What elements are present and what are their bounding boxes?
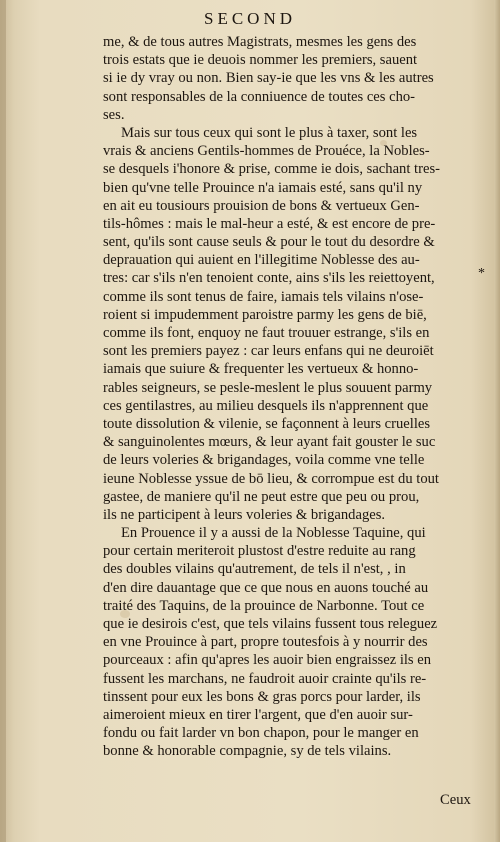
text-line: se desquels i'honore & prise, comme ie dois, sachant tres-: [103, 161, 440, 178]
text-line: en vne Prouince à part, propre toutesfois à y nourrir des: [103, 634, 428, 651]
text-line: gastee, de maniere qu'il ne peut estre que peu ou prou,: [103, 488, 420, 505]
text-line: vrais & anciens Gentils-hommes de Prouéce, la Nobles-: [103, 143, 430, 160]
text-line: fondu ou fait larder vn bon chapon, pour le manger en: [103, 725, 419, 742]
text-line: pourceaux : afin qu'apres les auoir bien engraissez ils en: [103, 652, 432, 669]
text-line: trois estats que ie deuois nommer les premiers, sauent: [103, 52, 418, 69]
text-line: me, & de tous autres Magistrats, mesmes les gens des: [103, 34, 417, 50]
text-line: en ait eu tousiours prouision de bons & vertueux Gen-: [103, 197, 420, 214]
text-line: tinssent pour eux les bons & gras porcs pour larder, ils: [103, 688, 421, 705]
text-line: Mais sur tous ceux qui sont le plus à taxer, sont les: [121, 124, 418, 141]
running-head: SECOND: [203, 9, 296, 28]
text-line: comme ils font, enquoy ne faut trouuer estrange, s'ils en: [103, 325, 430, 341]
text-line: sent, qu'ils sont cause seuls & pour le tout du desordre &: [103, 234, 435, 251]
page-edge: [494, 0, 500, 842]
text-line: ieune Noblesse yssue de bō lieu, & corrompue est du tout: [103, 470, 439, 487]
text-line: sont les premiers payez : car leurs enfans qui ne deuroiēt: [103, 343, 434, 360]
text-line: sont responsables de la conniuence de toutes ces cho-: [103, 88, 416, 105]
text-line: ses.: [103, 106, 125, 123]
text-line: que ie desirois c'est, que tels vilains fussent tous releguez: [103, 616, 438, 632]
text-line: tils-hômes : mais le mal-heur a esté, & est encore de pre-: [103, 215, 436, 232]
text-line: bonne & honorable compagnie, sy de tels vilains.: [103, 743, 392, 760]
text-line: de leurs voleries & brigandages, voila comme vne telle: [103, 452, 425, 469]
margin-mark: *: [478, 266, 485, 281]
text-line: ces gentilastres, au milieu desquels ils n'apprennent que: [103, 397, 429, 414]
text-line: deprauation qui auient en l'illegitime Noblesse des au-: [103, 252, 420, 269]
text-line: toute dissolution & vilenie, se façonnent à leurs cruelles: [103, 415, 431, 432]
text-line: rables seigneurs, se pesle-meslent le plus souuent parmy: [103, 379, 433, 396]
text-line: aimeroient mieux en tirer l'argent, que d'en auoir sur-: [103, 706, 413, 723]
text-line: comme ils sont tenus de faire, iamais tels vilains n'ose-: [103, 288, 424, 305]
text-line: pour certain meriteroit plustost d'estre reduite au rang: [103, 543, 416, 560]
body-text: [103, 33, 465, 761]
text-line: fussent les marchans, ne faudroit auoir crainte qu'ils re-: [103, 670, 427, 687]
text-line: roient si impudemment paroistre parmy les gens de biē,: [103, 306, 427, 323]
text-line: ils ne participent à leurs voleries & brigandages.: [103, 506, 386, 523]
text-line: traité des Taquins, de la prouince de Narbonne. Tout ce: [103, 597, 425, 614]
text-line: des doubles vilains qu'autrement, de tels il n'est, , in: [103, 561, 406, 578]
text-line: iamais que suiure & frequenter les vertueux & honno-: [103, 361, 419, 378]
text-line: d'en dire dauantage que ce que nous en auons touché au: [103, 579, 429, 596]
page-gutter: [0, 0, 6, 842]
catchword: Ceux: [440, 792, 471, 808]
text-line: bien qu'vne telle Prouince n'a iamais esté, sans qu'il ny: [103, 179, 423, 196]
text-line: tres: car s'ils n'en tenoient conte, ains s'ils les reiettoyent,: [103, 270, 435, 287]
text-line: & sanguinolentes mœurs, & leur ayant fait gouster le suc: [103, 434, 436, 451]
text-line: si ie dy vray ou non. Bien say-ie que les vns & les autres: [103, 70, 434, 87]
text-line: En Prouence il y a aussi de la Noblesse Taquine, qui: [121, 525, 426, 542]
